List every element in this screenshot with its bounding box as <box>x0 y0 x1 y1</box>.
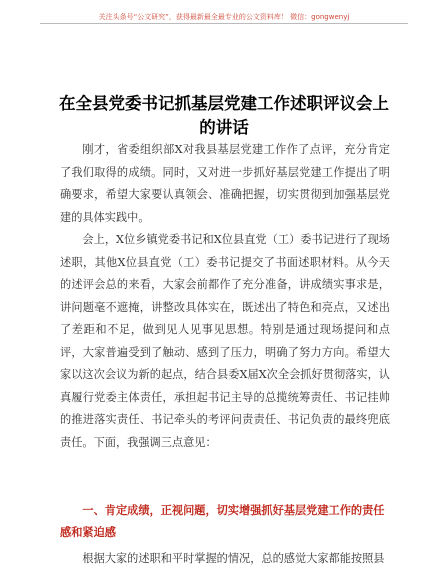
paragraph-intro: 刚才，省委组织部X对我县基层党建工作作了点评，充分肯定了我们取得的成绩。同时，又对进一步抓好基层党建工作提出了明确要求，希望大家要认真领会、准确把握，切实贯彻到加强基层党建的具体实践中。 <box>60 143 390 224</box>
paragraph-section-start: 根据大家的述职和平时掌握的情况，总的感觉大家都能按照县 <box>82 552 385 565</box>
promo-banner: 关注头条号“公文研究”，获得最新最全最专业的公文资料库！ 微信：gongwenyj <box>98 13 350 21</box>
paragraph-meeting-summary: 会上，X位乡镇党委书记和X位县直党（工）委书记进行了现场述职，其他X位县直党（工）委书记提交了书面述职材料。从今天的述评会总的来看，大家会前都作了充分准备，讲成绩实事求是，讲问题毫不遮掩，讲整改具体实在，既述出了特色和亮点，又述出了差距和不足，做到见人见事见思想。特别是通过现场提问和点评，大家普遍受到了触动、感到了压力，明确了努力方向。希望大家以这次会议为新的起点，结合县委X届X次全会抓好贯彻落实，认真履行党委主体责任，承担起书记主导的总揽统筹责任、书记挂帅的推进落实责任、书记牵头的考评问责责任、书记负责的最终兜底责任。下面，我强调三点意见： <box>60 233 390 449</box>
document-title: 在全县党委书记抓基层党建工作述职评议会上的讲话 <box>59 94 389 137</box>
section-heading-1: 一、肯定成绩，正视问题，切实增强抓好基层党建工作的责任感和紧迫感 <box>60 504 385 539</box>
header-divider <box>40 23 408 24</box>
